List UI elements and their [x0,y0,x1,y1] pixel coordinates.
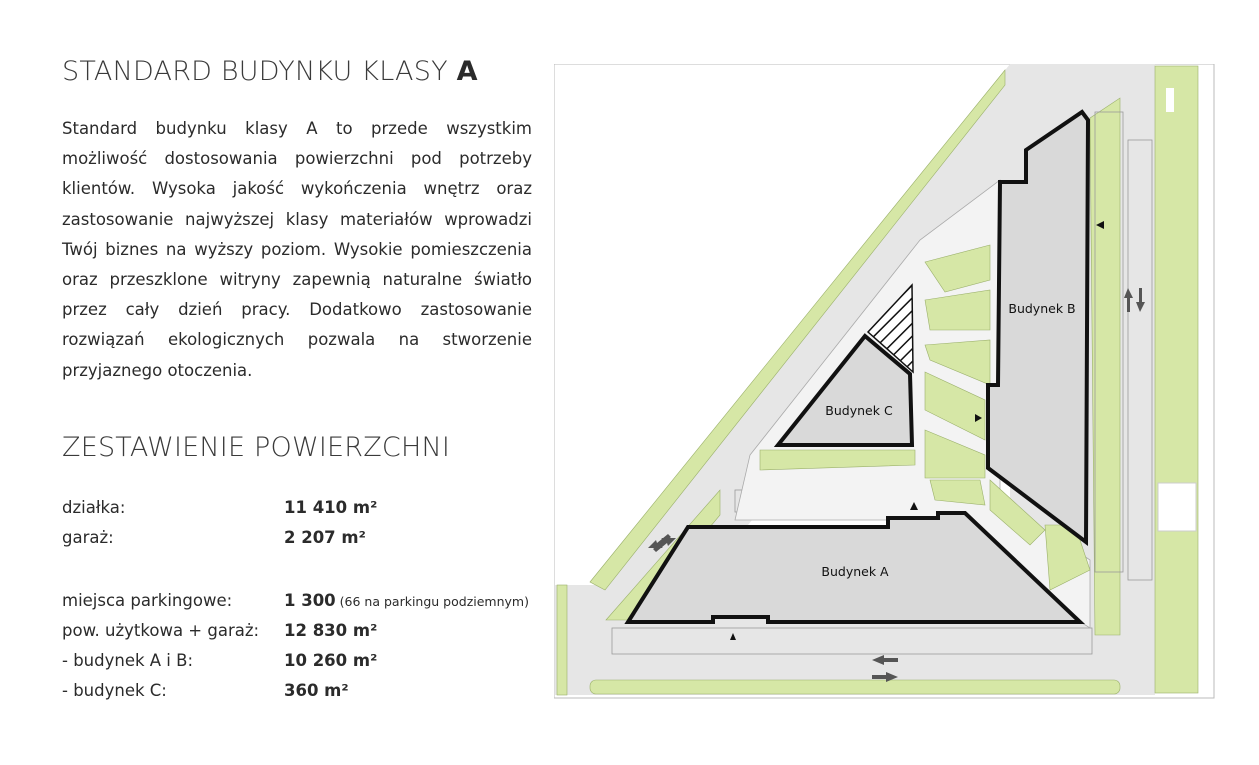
building-a-label: Budynek A [821,564,889,579]
plaza-square [1158,483,1196,531]
stat-label: miejsca parkingowe: [62,591,233,610]
intro-paragraph: Standard budynku klasy A to przede wszystkim możliwość dostosowania powierzchni pod potrzeby klientów. Wysoka jakość wykończenia wnętrz oraz zastosowanie najwyższej klasy materiałów wprowadzi Twój biznes na wyższy poziom. Wysokie pomieszczenia oraz przeszklone witryny zapewnią naturalne światło przez cały dzień pracy. Dodatkowo zastosowanie rozwiązań ekologicznych pozwala na stworzenie przyjaznego otoczenia. [62,119,532,380]
stat-label: pow. użytkowa + garaż: [62,621,260,640]
page-title [62,56,478,87]
page-title-text: STANDARD BUDYNKU KLASY [62,56,448,87]
stat-value: 360 m² [284,681,349,700]
stat-value-number: 1 300 [284,591,336,610]
summary-title: ZESTAWIENIE POWIERZCHNI [62,432,451,463]
stat-value: 11 410 m² [284,498,378,517]
stat-value [284,586,529,617]
entrance-mark [1166,88,1174,112]
stat-value: 12 830 m² [284,621,378,640]
site-plan [554,64,1218,700]
stat-label: - budynek C: [62,681,167,700]
stat-value: 2 207 m² [284,528,366,547]
page-title-accent: A [456,56,478,87]
stat-label: garaż: [62,528,114,547]
stat-value: 10 260 m² [284,651,378,670]
stat-label: - budynek A i B: [62,651,194,670]
stat-note: (66 na parkingu podziemnym) [339,594,529,609]
stat-label: działka: [62,498,126,517]
building-b-label: Budynek B [1008,301,1076,316]
building-c-label: Budynek C [825,403,893,418]
